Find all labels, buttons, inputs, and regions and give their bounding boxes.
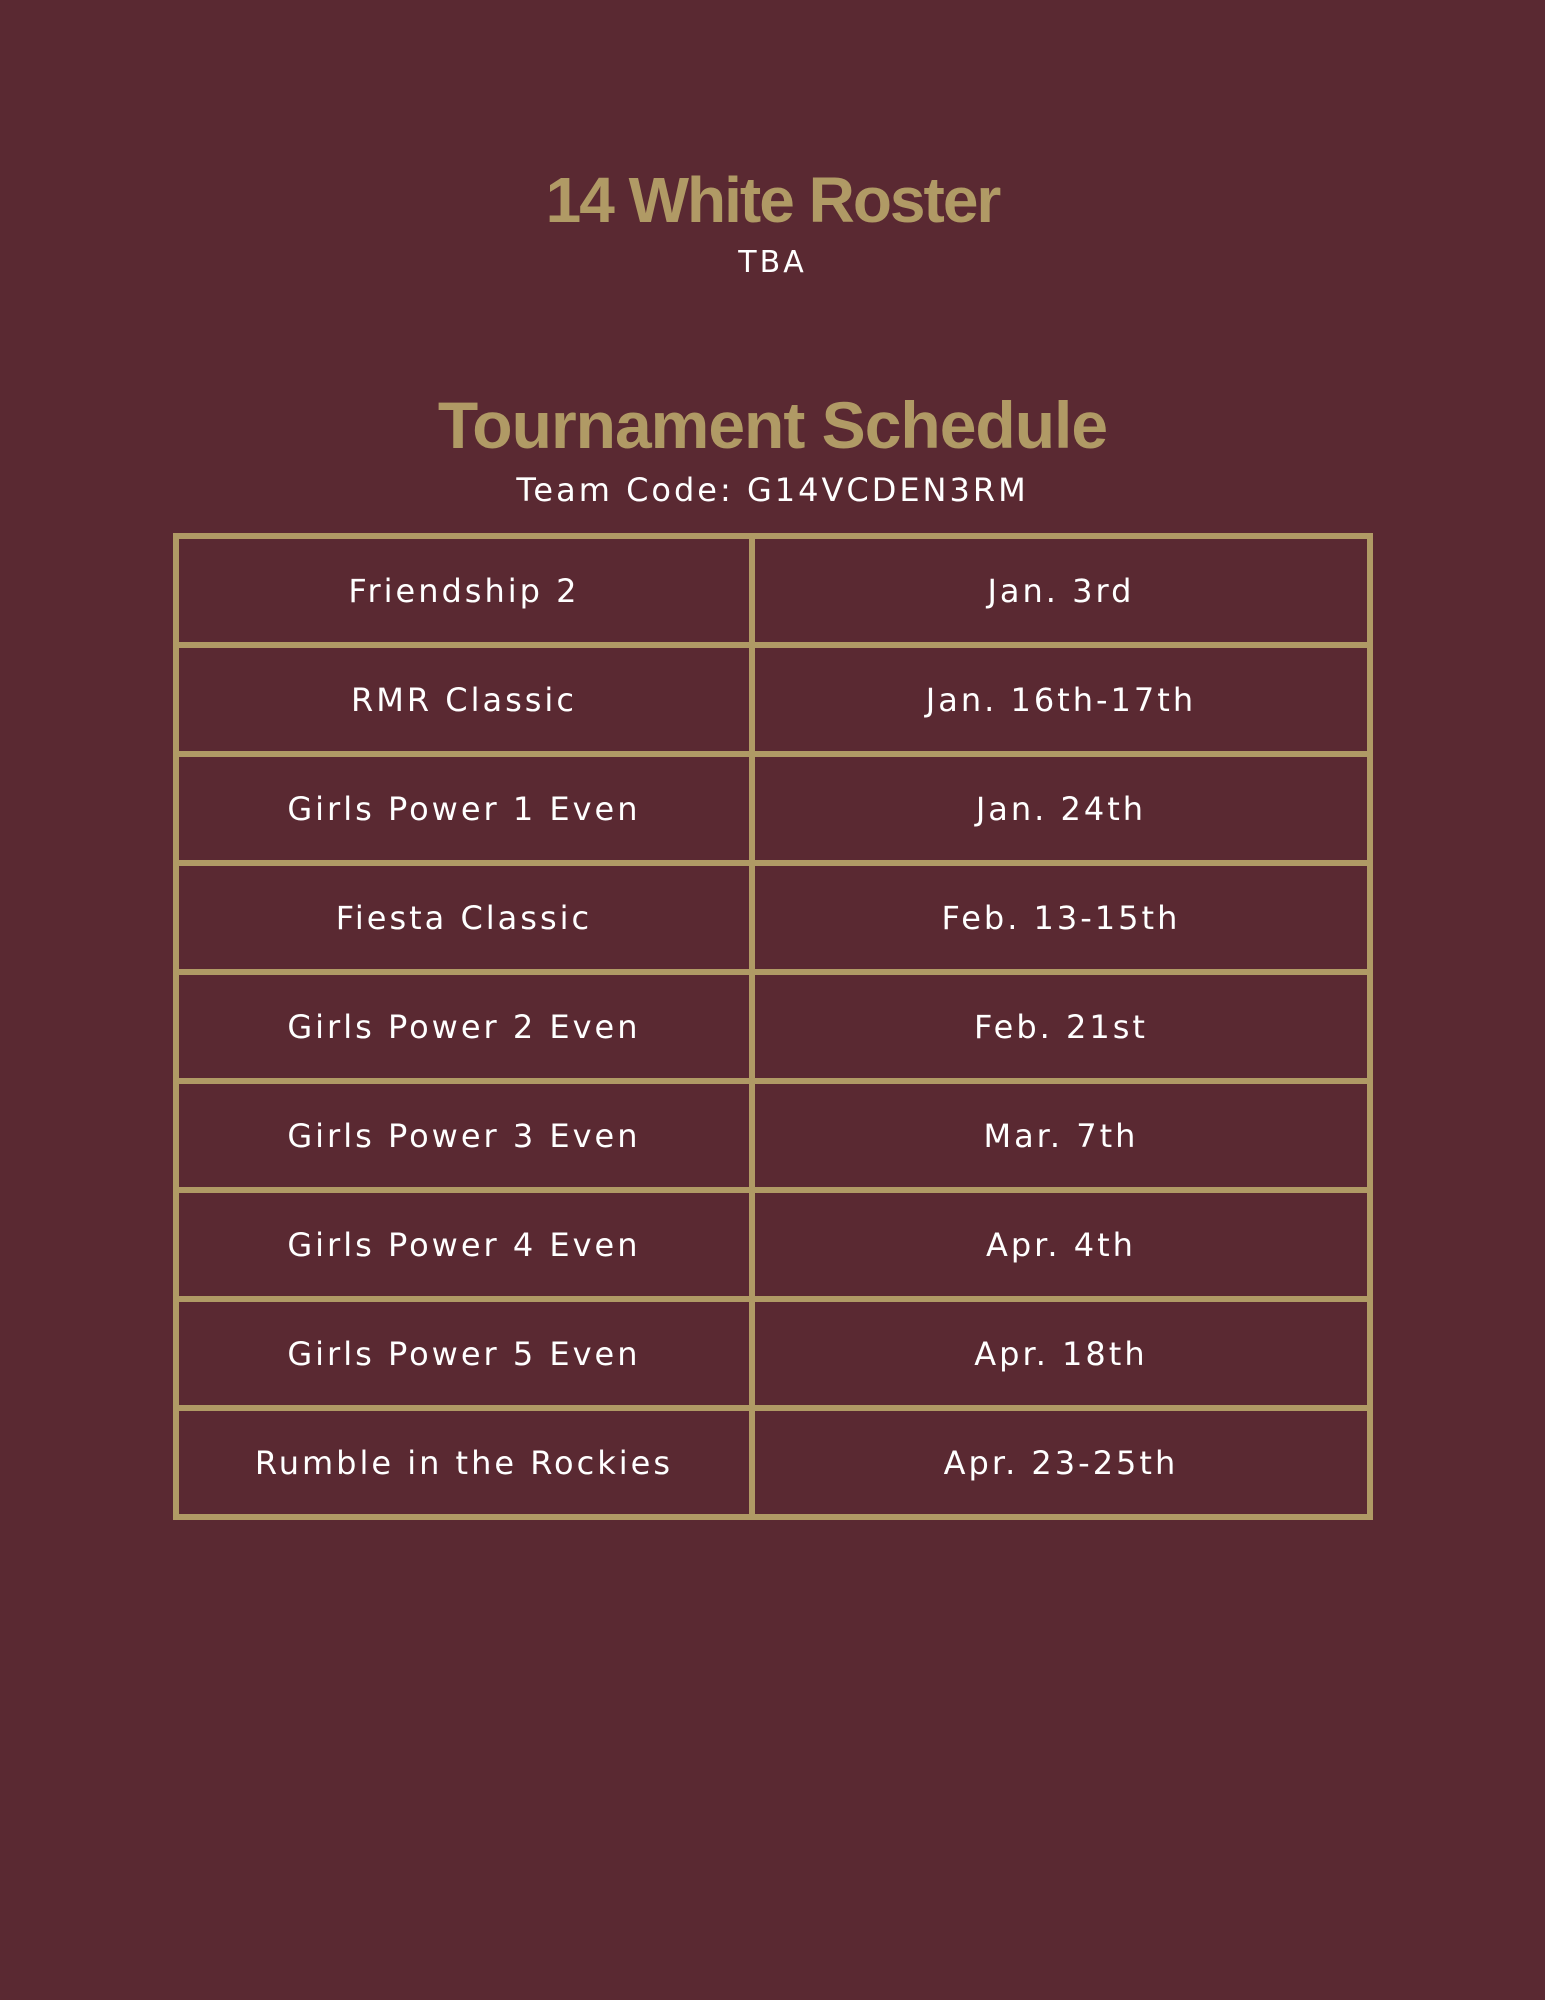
roster-subtitle: TBA <box>738 245 807 280</box>
table-row <box>176 754 1370 863</box>
team-code: Team Code: G14VCDEN3RM <box>516 471 1029 509</box>
event-name: Girls Power 2 Even <box>176 972 752 1081</box>
event-name: Rumble in the Rockies <box>176 1408 752 1517</box>
event-date: Apr. 4th <box>752 1190 1370 1299</box>
event-name: RMR Classic <box>176 645 752 754</box>
event-name: Friendship 2 <box>176 536 752 645</box>
roster-title: 14 White Roster <box>545 164 1000 236</box>
event-name: Fiesta Classic <box>176 863 752 972</box>
event-name: Girls Power 3 Even <box>176 1081 752 1190</box>
event-date: Jan. 16th-17th <box>752 645 1370 754</box>
event-date: Feb. 13-15th <box>752 863 1370 972</box>
event-date: Apr. 18th <box>752 1299 1370 1408</box>
event-date: Mar. 7th <box>752 1081 1370 1190</box>
table-row <box>176 536 1370 645</box>
event-name: Girls Power 5 Even <box>176 1299 752 1408</box>
table-row <box>176 972 1370 1081</box>
table-row <box>176 645 1370 754</box>
event-date: Jan. 24th <box>752 754 1370 863</box>
schedule-table <box>173 533 1373 1520</box>
table-row <box>176 1408 1370 1517</box>
table-row <box>176 863 1370 972</box>
table-row <box>176 1081 1370 1190</box>
event-date: Apr. 23-25th <box>752 1408 1370 1517</box>
event-date: Jan. 3rd <box>752 536 1370 645</box>
table-row <box>176 1299 1370 1408</box>
event-name: Girls Power 1 Even <box>176 754 752 863</box>
event-date: Feb. 21st <box>752 972 1370 1081</box>
table-row <box>176 1190 1370 1299</box>
schedule-title: Tournament Schedule <box>437 388 1108 462</box>
event-name: Girls Power 4 Even <box>176 1190 752 1299</box>
